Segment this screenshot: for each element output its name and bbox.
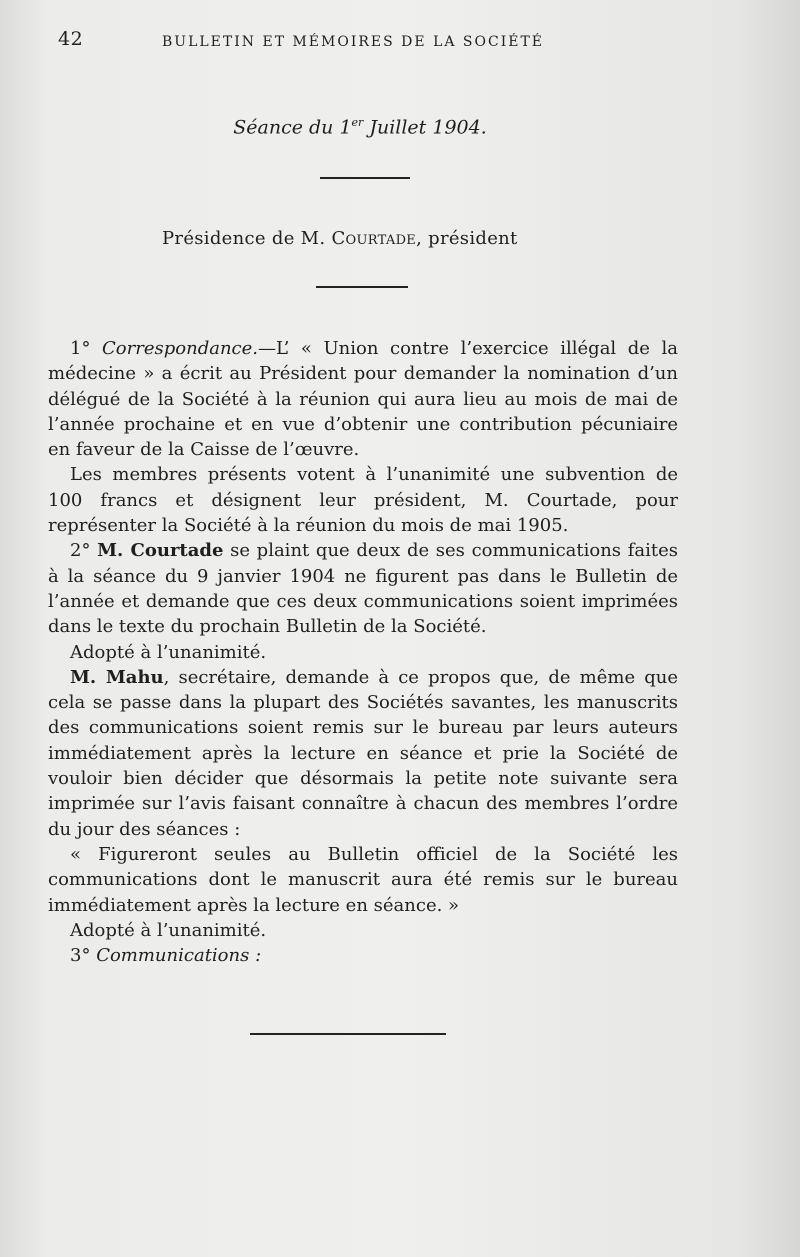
paragraph-text: 2° [70, 540, 98, 562]
paragraph [48, 640, 678, 665]
paragraph-text: 3° [70, 945, 97, 967]
paragraph-text: —L’ « Union contre l’exercice illégal de la médecine » a écrit au Président pour demander la nomination d’un délégué de la Société à la réunion qui aura lieu au mois de mai de l’année prochaine et en vue d’obtenir une contribution pécuniaire en faveur de la Caisse de l’œuvre. [48, 338, 678, 461]
section-heading: Correspondance. [102, 338, 258, 359]
section-heading: Communications : [96, 945, 262, 967]
paragraph [48, 538, 678, 639]
presidence-prefix: Présidence de M. [162, 228, 332, 249]
paragraph [48, 842, 678, 918]
speaker-name: M. Courtade [97, 540, 224, 562]
minutes-body [48, 336, 678, 968]
paragraph [48, 665, 678, 842]
paragraph-text: , secrétaire, demande à ce propos que, de même que cela se passe dans la plupart des Sociétés savantes, les manuscrits des communications soient remis sur le bureau par leurs auteurs immédiatement après la lecture en séance et prie la Société de vouloir bien décider que désormais la petite note suivante sera imprimée sur l’avis faisant connaître à chacun des membres l’ordre du jour des séances : [48, 666, 678, 840]
speaker-name: M. Mahu [70, 666, 164, 688]
presidence-line [162, 228, 518, 249]
session-title-start: Séance du 1 [233, 116, 352, 139]
paragraph-text: se plaint que deux de ses communications faites à la séance du 9 janvier 1904 ne figurent pas dans le Bulletin de l’année et demande que ces deux communications soient imprimées dans le texte du prochain Bulletin de la Société. [48, 540, 678, 638]
session-title [0, 116, 720, 138]
paragraph [48, 462, 678, 538]
paragraph [48, 943, 678, 968]
paragraph-text: Adopté à l’unanimité. [70, 919, 267, 941]
session-title-superscript: er [351, 116, 364, 129]
paragraph-text: Adopté à l’unanimité. [70, 641, 267, 663]
paragraph-text: Les membres présents votent à l’unanimité une subvention de 100 francs et désignent leur président, M. Courtade, pour représenter la Société à la réunion du mois de mai 1905. [48, 464, 678, 537]
paragraph [48, 336, 678, 462]
page-header [58, 28, 578, 58]
presidence-suffix: , président [416, 228, 518, 249]
page-number: 42 [58, 28, 84, 50]
divider-rule-middle [316, 286, 408, 288]
paragraph [48, 918, 678, 943]
president-name: Courtade [331, 228, 417, 249]
divider-rule-bottom [250, 1033, 446, 1035]
session-title-end: Juillet 1904. [363, 116, 487, 139]
divider-rule-top [320, 177, 410, 179]
running-title: BULLETIN ET MÉMOIRES DE LA SOCIÉTÉ [162, 34, 545, 50]
paragraph-text: 1° [70, 338, 103, 359]
paragraph-text: « Figureront seules au Bulletin officiel de la Société les communications dont le manuscrit aura été remis sur le bureau immédiatement après la lecture en séance. » [48, 843, 678, 916]
